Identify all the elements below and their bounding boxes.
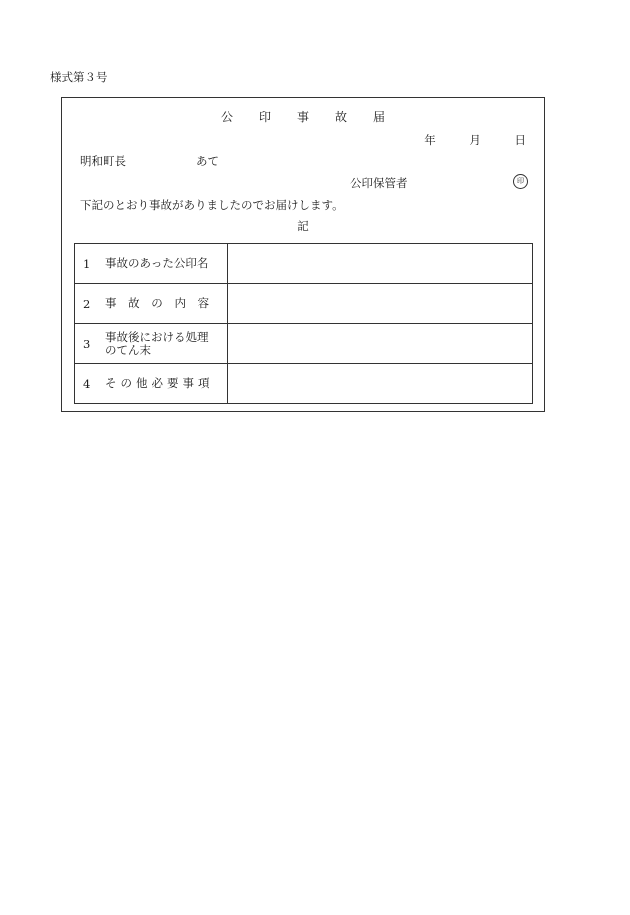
detail-table <box>74 243 533 404</box>
row-value-field[interactable] <box>228 324 533 364</box>
title-char: 事 <box>296 110 309 124</box>
custodian-label: 公印保管者 <box>350 176 408 190</box>
date-day: 日 <box>514 133 526 147</box>
row-number: 3 <box>83 336 91 351</box>
form-title <box>62 108 544 125</box>
date-month: 月 <box>469 133 481 147</box>
title-char: 故 <box>334 110 347 124</box>
row-label-multiline <box>105 331 209 357</box>
seal-icon: 印 <box>513 174 528 189</box>
table-row <box>75 324 533 364</box>
row-label: その他必要事項 <box>105 376 214 390</box>
row-value-field[interactable] <box>228 364 533 404</box>
row-label-cell <box>75 324 228 364</box>
title-char: 公 <box>220 110 233 124</box>
row-number: 2 <box>83 296 91 311</box>
date-line <box>394 132 526 148</box>
title-char: 届 <box>372 110 385 124</box>
row-label-line: 事故後における処理 <box>105 329 209 344</box>
row-number: 1 <box>83 256 91 271</box>
row-label-cell <box>75 364 228 404</box>
row-value-field[interactable] <box>228 244 533 284</box>
table-row <box>75 244 533 284</box>
row-label-cell <box>75 284 228 324</box>
ki-heading: 記 <box>297 219 309 233</box>
row-value-field[interactable] <box>228 284 533 324</box>
date-year: 年 <box>424 133 436 147</box>
statement: 下記のとおり事故がありましたのでお届けします。 <box>80 198 344 212</box>
row-label-line: のてん末 <box>105 342 151 357</box>
incident-report-form <box>61 97 545 412</box>
row-label: 事故のあった公印名 <box>105 256 209 270</box>
row-number: 4 <box>83 376 91 391</box>
form-number: 様式第３号 <box>50 70 108 84</box>
table-row <box>75 284 533 324</box>
row-label-cell <box>75 244 228 284</box>
addressee: 明和町長 <box>80 154 126 168</box>
title-char: 印 <box>258 110 271 124</box>
row-label: 事 故 の 内 容 <box>105 296 214 310</box>
addressee-suffix: あて <box>196 154 219 168</box>
table-row <box>75 364 533 404</box>
